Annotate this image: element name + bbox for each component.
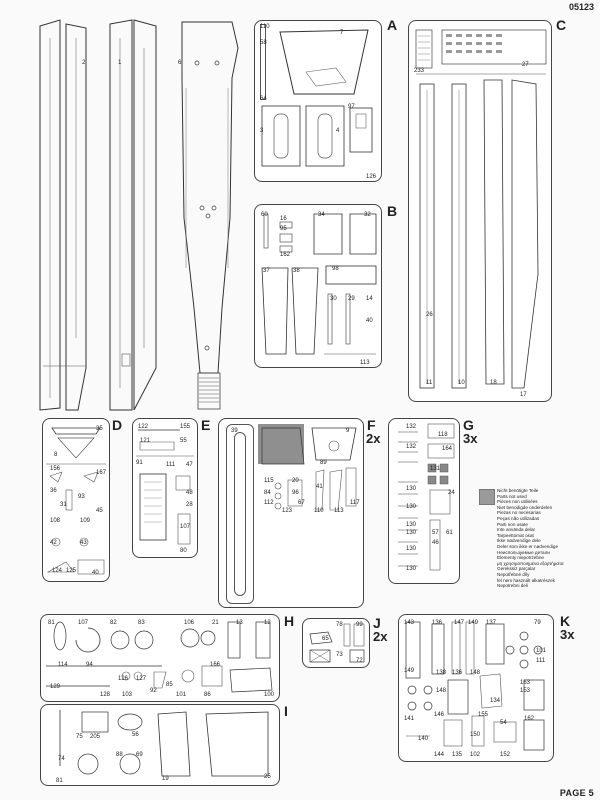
unused-parts-legend (497, 488, 593, 589)
part-number: 84 (264, 490, 271, 496)
part-number: 124 (52, 568, 63, 574)
part-number: 13 (236, 620, 243, 626)
part-number: 97 (348, 104, 355, 110)
part-number: 3 (260, 128, 264, 134)
part-number: 140 (418, 736, 429, 742)
part-number: 11 (426, 380, 433, 386)
part-number: 167 (96, 470, 107, 476)
part-number: 67 (298, 500, 305, 506)
part-number: 101 (536, 648, 547, 654)
part-number: 91 (136, 460, 143, 466)
deck-drawing (172, 18, 247, 413)
part-number: 122 (138, 424, 149, 430)
part-number: 14 (366, 296, 373, 302)
document-code: 05123 (568, 2, 594, 12)
legend-line: Nepotřebné díly (497, 571, 530, 577)
part-number: 123 (282, 508, 293, 514)
part-number: 25 (264, 774, 271, 780)
part-number: 146 (434, 712, 445, 718)
part-number: 103 (122, 692, 133, 698)
legend-line: Elementy niepotrzebne (497, 555, 544, 561)
part-number: 81 (48, 620, 55, 626)
sprue-b-letter: B (387, 203, 398, 219)
sprue-c-letter: C (556, 17, 567, 33)
part-number: 85 (166, 682, 173, 688)
part-number: 130 (406, 504, 417, 510)
part-number: 46 (432, 540, 439, 546)
part-number: 47 (186, 462, 193, 468)
part-number: 74 (58, 756, 65, 762)
hull-half-left-drawing (38, 18, 168, 413)
part-number: 79 (534, 620, 541, 626)
part-number: 117 (350, 500, 360, 506)
part (260, 24, 266, 100)
part-number: 96 (292, 490, 299, 496)
part-number: 75 (76, 734, 83, 740)
part-number: 72 (356, 658, 363, 664)
part-number: 156 (50, 466, 61, 472)
sprue-i-letter: I (284, 703, 288, 719)
part-number: 32 (364, 212, 371, 218)
part-number: 60 (261, 212, 268, 218)
part-number: 19 (162, 776, 169, 782)
sprue-c-parts-drawing (412, 24, 550, 398)
part-number: 143 (404, 620, 415, 626)
part-number: 164 (442, 446, 453, 452)
part-number: 128 (100, 692, 111, 698)
sprue-a-parts-drawing (258, 104, 378, 176)
part-number: 93 (78, 494, 85, 500)
part-number: 108 (50, 518, 61, 524)
part-number: 21 (212, 620, 219, 626)
part-number: 125 (66, 568, 77, 574)
sprue-b-parts-drawing (258, 208, 380, 364)
part-number: 110 (260, 24, 270, 30)
legend-line: Nicht benötigte Teile (497, 488, 539, 493)
legend-line: Pièces non utilisées (497, 499, 538, 505)
part-number: 86 (204, 692, 211, 698)
part-number: 41 (316, 484, 323, 490)
sprue-k-multiplier: 3x (560, 627, 575, 642)
legend-line: Ikke nødvendige dele (497, 538, 541, 544)
part-number: 130 (406, 486, 417, 492)
part-number: 129 (50, 684, 61, 690)
sprue-f-multiplier: 2x (366, 431, 381, 446)
part-number: 82 (110, 620, 117, 626)
part-number: 144 (434, 752, 445, 758)
sprue-k-letter: K (560, 613, 571, 629)
part-number: 155 (478, 712, 489, 718)
part-number: 152 (500, 752, 511, 758)
part-number: 56 (132, 732, 139, 738)
part-number: 162 (280, 252, 291, 258)
part-number: 18 (490, 380, 497, 386)
part-number: 20 (292, 478, 299, 484)
part-number: 42 (50, 540, 57, 546)
sprue-g-parts-drawing (390, 420, 458, 582)
part-number: 162 (524, 716, 535, 722)
part-number: 64 (260, 96, 267, 102)
part-number: 148 (470, 670, 481, 676)
part-number: 107 (180, 524, 191, 530)
part-number: 147 (454, 620, 465, 626)
part-number: 92 (150, 688, 157, 694)
part-number: 148 (436, 688, 447, 694)
part-number: 17 (520, 392, 527, 398)
part-number: 38 (293, 268, 300, 274)
part-number: 111 (166, 462, 176, 468)
part-number: 166 (210, 662, 221, 668)
part-number: 29 (348, 296, 355, 302)
part-number: 106 (184, 620, 195, 626)
part-number: 73 (336, 652, 343, 658)
part-number: 114 (58, 662, 68, 668)
sprue-h-letter: H (284, 613, 295, 629)
part-number: 35 (96, 426, 103, 432)
legend-line: Gerekssiz parçalar (497, 566, 536, 572)
part-number: 1 (118, 60, 122, 66)
part-number: 99 (356, 622, 363, 628)
part-number: 141 (404, 716, 415, 722)
part-number: 54 (500, 720, 507, 726)
part-number: 69 (136, 752, 143, 758)
part-number: 121 (140, 438, 151, 444)
part-number: 6 (178, 60, 182, 66)
part-number: 58 (260, 40, 267, 46)
part-number: 136 (452, 670, 463, 676)
part-number: 113 (334, 508, 344, 514)
part-number: 81 (56, 778, 63, 784)
part-number: 138 (436, 670, 447, 676)
part-number: 55 (180, 438, 187, 444)
part-number: 149 (468, 620, 479, 626)
part-number: 61 (446, 530, 453, 536)
part-number: 113 (360, 360, 370, 366)
part-number: 126 (366, 174, 377, 180)
part-number: 8 (54, 452, 58, 458)
legend-line: Parti non usate (497, 521, 528, 527)
part-number: 40 (366, 318, 373, 324)
part-number: 83 (138, 620, 145, 626)
part-number: 118 (438, 432, 448, 438)
part-number: 37 (263, 268, 270, 274)
sprue-g-multiplier: 3x (463, 431, 478, 446)
part-number: 28 (186, 502, 193, 508)
part-number: 115 (264, 478, 274, 484)
legend-line: Niet benodigde onderdelen (497, 504, 553, 510)
unused-parts-swatch (479, 489, 495, 505)
part-number: 2 (82, 60, 86, 66)
part-number: 57 (432, 530, 439, 536)
part-number: 39 (231, 428, 238, 434)
part-number: 127 (136, 676, 147, 682)
legend-line: Неиспользуемые детали (497, 549, 550, 555)
part-number: 109 (80, 518, 91, 524)
part-number: 43 (80, 540, 87, 546)
sprue-i-parts-drawing (42, 706, 278, 784)
part-number: 98 (332, 266, 339, 272)
sprue-g-letter: G (463, 417, 474, 433)
part-number: 155 (180, 424, 191, 430)
part-number: 132 (406, 424, 417, 430)
legend-line: Nepotrebni deli (497, 583, 528, 589)
part-number: 150 (470, 732, 481, 738)
part-number: 153 (520, 688, 531, 694)
part-number: 136 (432, 620, 443, 626)
part-number: 130 (406, 546, 417, 552)
part-number: 130 (406, 566, 417, 572)
part-number: 24 (448, 490, 455, 496)
part-number: 149 (404, 668, 415, 674)
sprue-j-multiplier: 2x (373, 629, 388, 644)
legend-line: Tarpeettomat osat (497, 532, 534, 538)
part-number: 131 (430, 466, 441, 472)
part-number: 110 (314, 508, 324, 514)
part-number: 4 (336, 128, 340, 134)
part-number: 80 (180, 548, 187, 554)
part-number: 12 (264, 620, 271, 626)
part-number: 102 (470, 752, 481, 758)
sprue-d-letter: D (112, 417, 123, 433)
part-number: 48 (186, 490, 193, 496)
part-number: 9 (346, 428, 350, 434)
part-number: 16 (280, 216, 287, 222)
part-number: 10 (458, 380, 465, 386)
legend-line: Deler som ikke er nødvendige (497, 543, 559, 549)
sprue-j-letter: J (373, 615, 381, 631)
part-number: 137 (486, 620, 497, 626)
page-number: PAGE 5 (559, 788, 594, 798)
part-number: 111 (536, 658, 546, 664)
part-number: 163 (520, 680, 531, 686)
sprue-f-letter: F (367, 417, 376, 433)
part-number: 101 (176, 692, 187, 698)
part-number: 27 (522, 62, 529, 68)
part-number: 134 (490, 698, 501, 704)
part-number: 112 (264, 500, 274, 506)
part-number: 132 (406, 444, 417, 450)
part-number: 34 (318, 212, 325, 218)
sprue-a-hatch-drawing (276, 28, 376, 98)
part-number: 30 (330, 296, 337, 302)
part-number: 7 (340, 30, 344, 36)
part-number: 89 (320, 460, 327, 466)
part (234, 432, 246, 596)
part-number: 26 (426, 312, 433, 318)
part-number: 95 (280, 226, 287, 232)
part-number: 40 (92, 570, 99, 576)
part-number: 45 (96, 508, 103, 514)
sprue-a-letter: A (387, 17, 398, 33)
part-number: 94 (86, 662, 93, 668)
sprue-d-parts-drawing (44, 420, 108, 580)
part-number: 130 (406, 530, 417, 536)
part-number: 205 (90, 734, 101, 740)
legend-line: Peças não utilizadas (497, 515, 540, 521)
part-number: 36 (50, 488, 57, 494)
legend-line: Parts not used (497, 493, 527, 499)
sprue-h-parts-drawing (42, 616, 278, 700)
legend-line: Inte använda delar (497, 527, 536, 533)
part-number: 233 (414, 68, 425, 74)
part-number: 130 (406, 522, 417, 528)
part-number: 88 (116, 752, 123, 758)
part-number: 126 (118, 676, 129, 682)
part-number: 78 (336, 622, 343, 628)
part-number: 31 (60, 502, 67, 508)
part-number: 100 (264, 692, 275, 698)
legend-line: μη χρησιμοποιημένα εξαρτήματα (497, 560, 564, 566)
sprue-e-letter: E (201, 417, 211, 433)
part-number: 107 (78, 620, 89, 626)
legend-line: fel nem használt alkatrészek (497, 577, 555, 583)
part-number: 65 (322, 636, 329, 642)
legend-line: Piezas no necesarias (497, 510, 541, 516)
part-number: 135 (452, 752, 463, 758)
